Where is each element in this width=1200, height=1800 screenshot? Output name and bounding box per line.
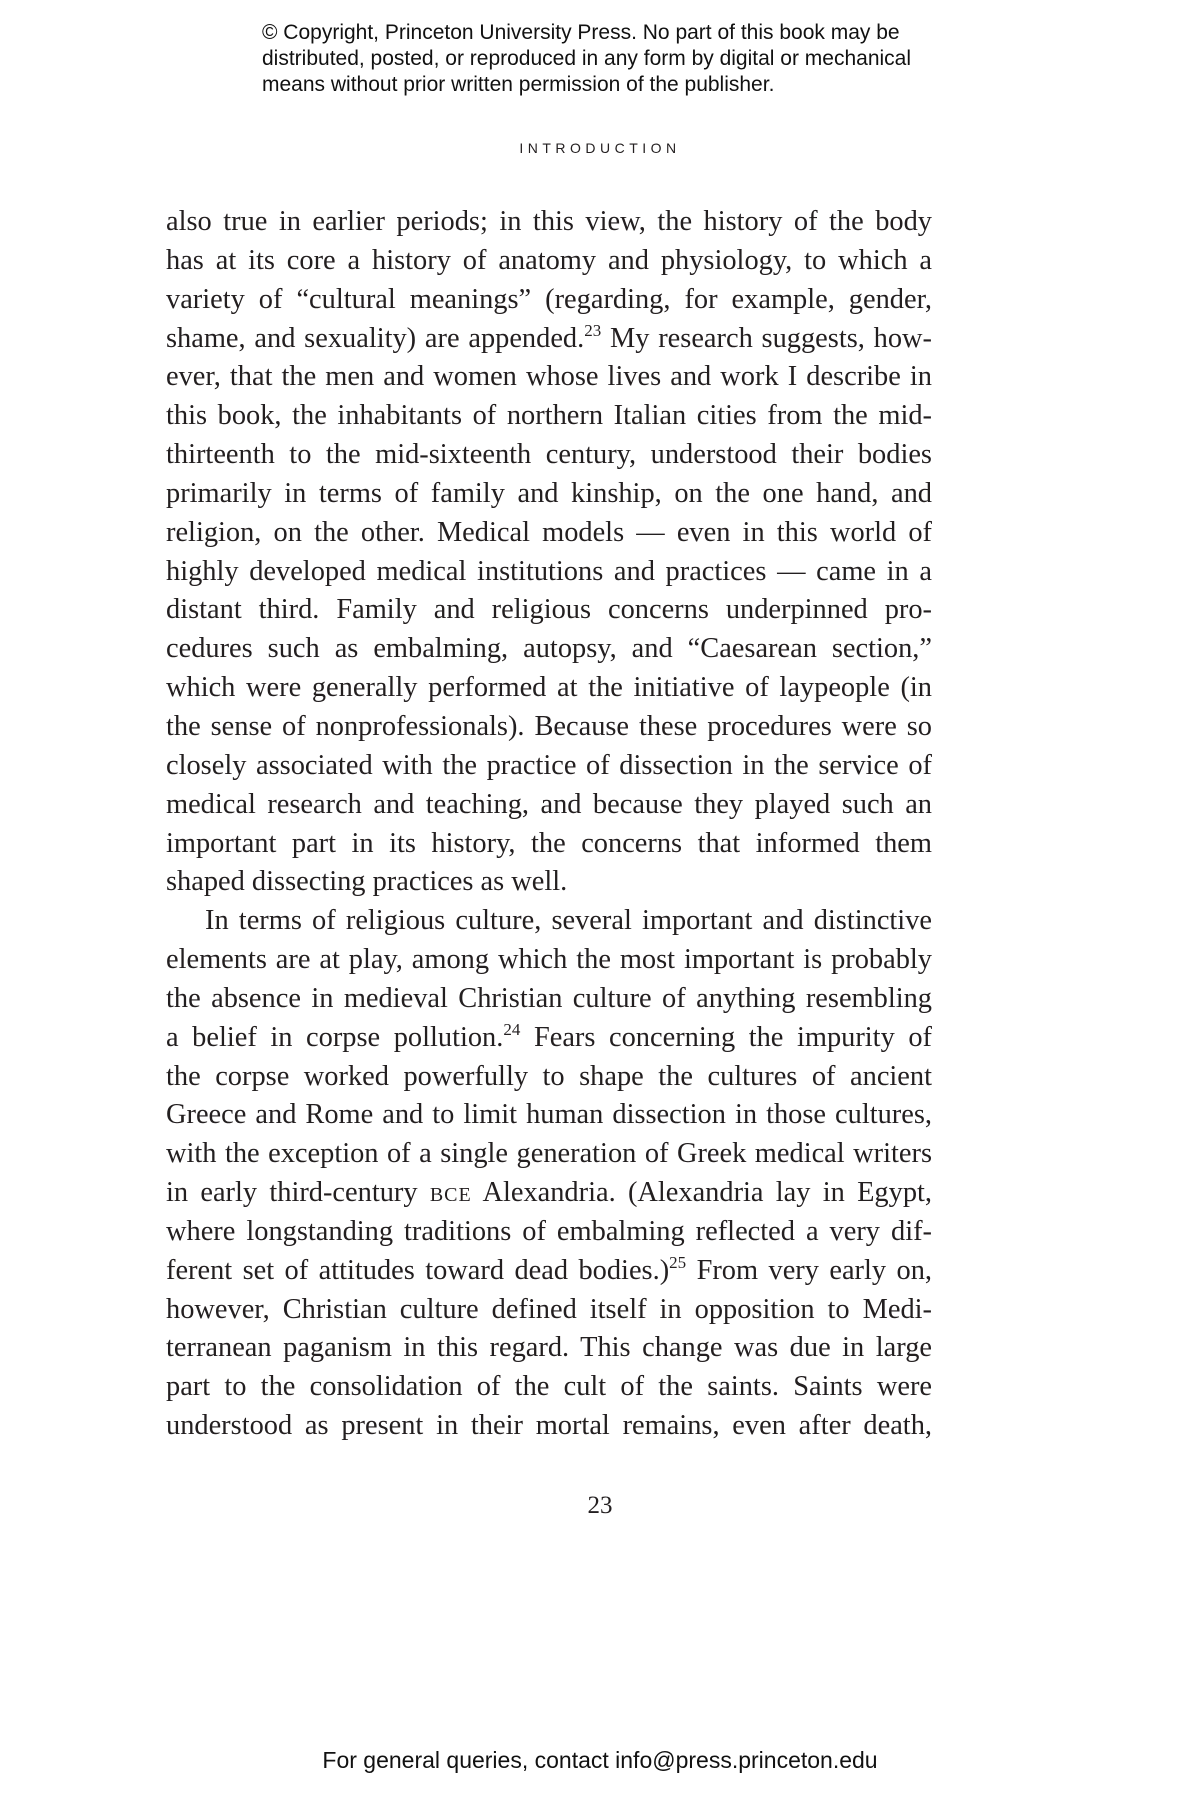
text-line: however, Christian culture defined itself in opposition to Medi- [166, 1293, 932, 1325]
text-segment: in early third-century [166, 1177, 430, 1209]
text-segment: Fears concerning the impurity of [520, 1021, 932, 1053]
text-segment: From very early on, [686, 1254, 932, 1286]
text-line [166, 320, 932, 359]
footnote-ref-24: 24 [503, 1019, 521, 1039]
text-segment: shame, and sexuality) are appended. [166, 322, 585, 354]
text-line: thirteenth to the mid-sixteenth century, understood their bodies [166, 439, 932, 471]
text-line: cedures such as embalming, autopsy, and “Caesarean section,” [166, 633, 932, 665]
text-line: which were generally performed at the initiative of laypeople (in [166, 672, 932, 704]
text-line [166, 1019, 932, 1058]
text-line: religion, on the other. Medical models — even in this world of [166, 516, 932, 548]
running-head: INTRODUCTION [519, 140, 681, 156]
text-line: highly developed medical institutions and practices — came in a [166, 555, 932, 587]
body-text [166, 203, 932, 1446]
text-line: understood as present in their mortal remains, even after death, [166, 1410, 932, 1442]
text-line: medical research and teaching, and because they played such an [166, 788, 932, 820]
text-line [166, 1252, 932, 1291]
text-segment: My research suggests, how- [601, 322, 932, 354]
text-line: terranean paganism in this regard. This change was due in large [166, 1332, 932, 1364]
text-line: also true in earlier periods; in this view, the history of the body [166, 206, 932, 237]
text-line: shaped dissecting practices as well. [166, 866, 568, 898]
copyright-line: © Copyright, Princeton University Press. No part of this book may be [262, 21, 900, 44]
contact-footer: For general queries, contact info@press.princeton.edu [322, 1747, 878, 1773]
text-line: primarily in terms of family and kinship, on the one hand, and [166, 477, 932, 509]
copyright-notice [262, 20, 982, 98]
text-line: has at its core a history of anatomy and physiology, to which a [166, 244, 932, 276]
text-line: important part in its history, the concerns that informed them [166, 827, 932, 859]
text-line: Greece and Rome and to limit human dissection in those cultures, [166, 1099, 932, 1131]
page-number: 23 [587, 1492, 613, 1519]
text-line: closely associated with the practice of dissection in the service of [166, 749, 932, 781]
footnote-ref-25: 25 [669, 1252, 687, 1272]
text-line: elements are at play, among which the most important is probably [166, 944, 932, 976]
text-line: variety of “cultural meanings” (regarding, for example, gender, [166, 283, 932, 315]
text-line: ever, that the men and women whose lives and work I describe in [166, 361, 932, 393]
text-segment: ferent set of attitudes toward dead bodies.) [166, 1254, 670, 1286]
text-line: the absence in medieval Christian culture of anything resembling [166, 982, 932, 1014]
text-line: this book, the inhabitants of northern Italian cities from the mid- [166, 400, 932, 432]
text-line: the sense of nonprofessionals). Because these procedures were so [166, 710, 932, 742]
text-segment: Alexandria. (Alexandria lay in Egypt, [471, 1177, 932, 1209]
text-line [166, 1174, 932, 1213]
copyright-line: means without prior written permission of the publisher. [262, 73, 775, 96]
text-line: with the exception of a single generation of Greek medical writers [166, 1138, 932, 1170]
text-line: In terms of religious culture, several important and distinctive [205, 905, 932, 937]
era-abbreviation: bce [429, 1177, 472, 1209]
text-line: the corpse worked powerfully to shape the cultures of ancient [166, 1060, 932, 1092]
text-line: distant third. Family and religious concerns underpinned pro- [166, 594, 932, 626]
copyright-line: distributed, posted, or reproduced in any form by digital or mechanical [262, 47, 912, 70]
text-segment: a belief in corpse pollution. [166, 1021, 504, 1053]
text-line: where longstanding traditions of embalming reflected a very dif- [166, 1215, 932, 1247]
footnote-ref-23: 23 [584, 320, 602, 340]
text-line: part to the consolidation of the cult of the saints. Saints were [166, 1371, 932, 1403]
